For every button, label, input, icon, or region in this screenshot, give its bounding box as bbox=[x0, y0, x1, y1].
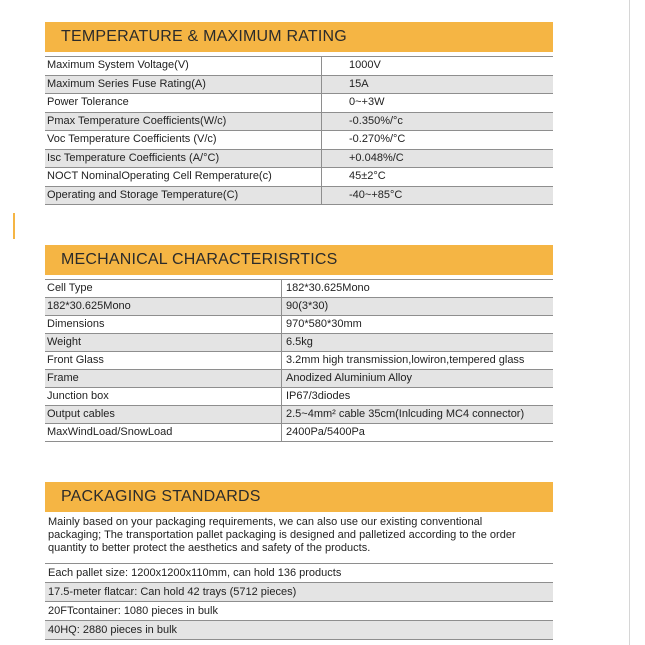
table-row bbox=[45, 388, 553, 406]
packaging-item: 17.5-meter flatcar: Can hold 42 trays (5712 pieces) bbox=[45, 583, 553, 602]
row-value: 2400Pa/5400Pa bbox=[282, 424, 554, 442]
row-label: Cell Type bbox=[45, 280, 282, 298]
page-right-border bbox=[629, 0, 630, 645]
table-row bbox=[45, 602, 553, 621]
row-label: Output cables bbox=[45, 406, 282, 424]
row-label: Maximum System Voltage(V) bbox=[45, 57, 322, 76]
packaging-intro bbox=[45, 516, 553, 563]
table-row bbox=[45, 168, 553, 187]
row-value: 45±2°C bbox=[322, 168, 554, 187]
temperature-header bbox=[45, 22, 553, 52]
row-label: MaxWindLoad/SnowLoad bbox=[45, 424, 282, 442]
packaging-header bbox=[45, 482, 553, 512]
table-row bbox=[45, 298, 553, 316]
packaging-title: PACKAGING STANDARDS bbox=[61, 488, 261, 505]
table-row bbox=[45, 334, 553, 352]
row-value: -40~+85°C bbox=[322, 186, 554, 205]
row-label: Weight bbox=[45, 334, 282, 352]
intro-line: Mainly based on your packaging requirements, we can also use our existing conventional bbox=[48, 516, 483, 528]
mechanical-title: MECHANICAL CHARACTERISRTICS bbox=[61, 251, 338, 268]
row-label: Isc Temperature Coefficients (A/°C) bbox=[45, 149, 322, 168]
row-value: IP67/3diodes bbox=[282, 388, 554, 406]
row-label: 182*30.625Mono bbox=[45, 298, 282, 316]
row-value: 0~+3W bbox=[322, 94, 554, 113]
packaging-section bbox=[45, 482, 553, 640]
row-label: Front Glass bbox=[45, 352, 282, 370]
table-row bbox=[45, 583, 553, 602]
row-label: NOCT NominalOperating Cell Remperature(c) bbox=[45, 168, 322, 187]
table-row bbox=[45, 57, 553, 76]
table-row bbox=[45, 424, 553, 442]
table-row bbox=[45, 352, 553, 370]
table-row bbox=[45, 406, 553, 424]
packaging-item: 40HQ: 2880 pieces in bulk bbox=[45, 621, 553, 640]
table-row bbox=[45, 112, 553, 131]
table-row bbox=[45, 280, 553, 298]
table-row bbox=[45, 316, 553, 334]
table-row bbox=[45, 564, 553, 583]
row-value: 15A bbox=[322, 75, 554, 94]
row-value: 1000V bbox=[322, 57, 554, 76]
packaging-item: 20FTcontainer: 1080 pieces in bulk bbox=[45, 602, 553, 621]
row-label: Frame bbox=[45, 370, 282, 388]
row-label: Voc Temperature Coefficients (V/c) bbox=[45, 131, 322, 150]
row-value: 90(3*30) bbox=[282, 298, 554, 316]
table-row bbox=[45, 94, 553, 113]
intro-line: packaging; The transportation pallet packaging is designed and palletized according to the order bbox=[48, 529, 516, 541]
row-value: 970*580*30mm bbox=[282, 316, 554, 334]
table-row bbox=[45, 131, 553, 150]
table-row bbox=[45, 370, 553, 388]
table-row bbox=[45, 149, 553, 168]
row-value: 2.5~4mm² cable 35cm(Inlcuding MC4 connector) bbox=[282, 406, 554, 424]
row-value: 182*30.625Mono bbox=[282, 280, 554, 298]
table-row bbox=[45, 75, 553, 94]
row-value: +0.048%/C bbox=[322, 149, 554, 168]
temperature-title: TEMPERATURE & MAXIMUM RATING bbox=[61, 28, 347, 45]
mechanical-section bbox=[45, 245, 553, 442]
temperature-section bbox=[45, 22, 553, 205]
row-label: Pmax Temperature Coefficients(W/c) bbox=[45, 112, 322, 131]
temperature-table bbox=[45, 56, 553, 205]
row-label: Operating and Storage Temperature(C) bbox=[45, 186, 322, 205]
row-label: Maximum Series Fuse Rating(A) bbox=[45, 75, 322, 94]
packaging-table bbox=[45, 563, 553, 640]
row-label: Power Tolerance bbox=[45, 94, 322, 113]
row-value: 6.5kg bbox=[282, 334, 554, 352]
row-value: Anodized Aluminium Alloy bbox=[282, 370, 554, 388]
mechanical-header bbox=[45, 245, 553, 275]
row-label: Dimensions bbox=[45, 316, 282, 334]
intro-line: quantity to better protect the aesthetics and safety of the products. bbox=[48, 542, 371, 554]
table-row bbox=[45, 621, 553, 640]
row-value: -0.270%/°C bbox=[322, 131, 554, 150]
text-cursor-mark bbox=[13, 213, 15, 239]
row-label: Junction box bbox=[45, 388, 282, 406]
row-value: -0.350%/°c bbox=[322, 112, 554, 131]
row-value: 3.2mm high transmission,lowiron,tempered glass bbox=[282, 352, 554, 370]
mechanical-table bbox=[45, 279, 553, 442]
table-row bbox=[45, 186, 553, 205]
packaging-item: Each pallet size: 1200x1200x110mm, can hold 136 products bbox=[45, 564, 553, 583]
